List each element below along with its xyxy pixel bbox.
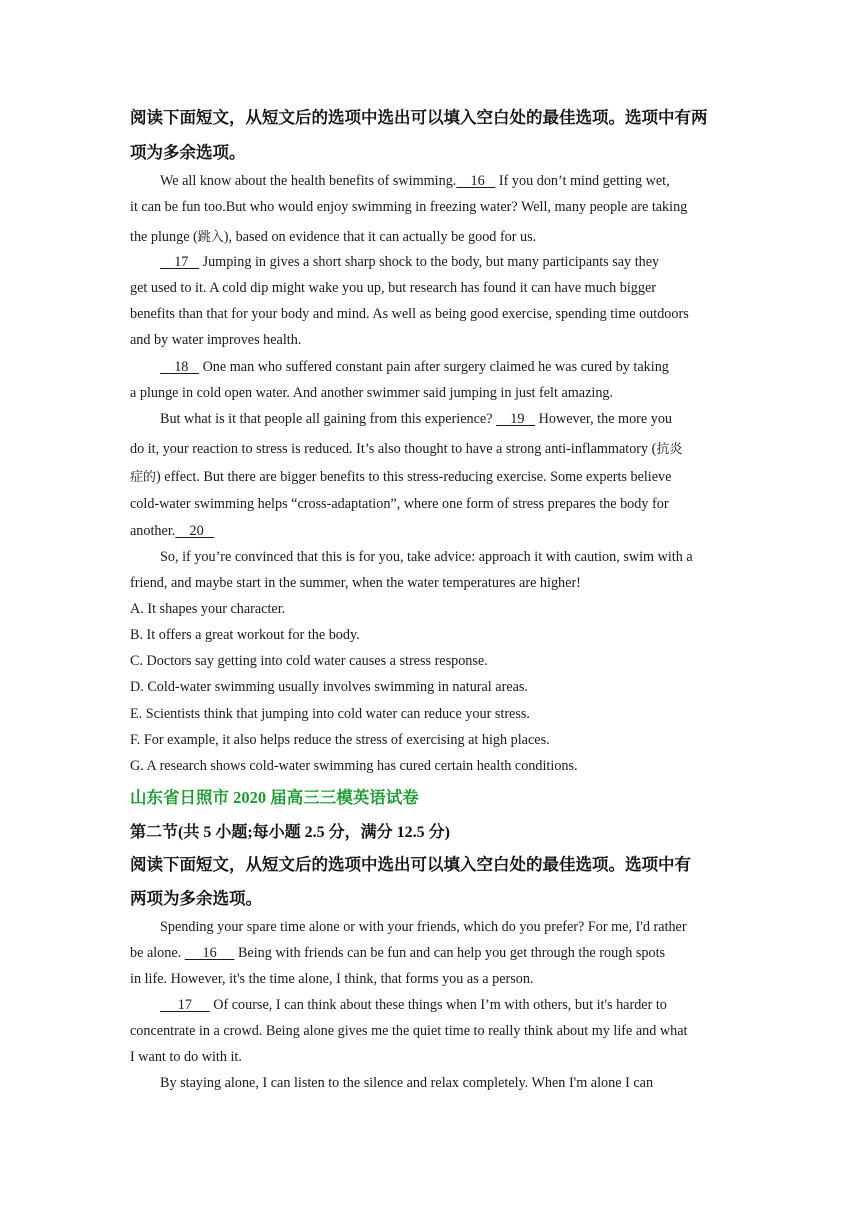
chinese-gloss: 症的 (130, 470, 157, 485)
passage-text: ) effect. But there are bigger benefits to this stress-reducing exercise. Some experts believe (156, 469, 672, 485)
passage-line: concentrate in a crowd. Being alone gives me the quiet time to really think about my life and what (130, 1023, 688, 1039)
chinese-gloss: 抗炎 (656, 442, 683, 457)
passage-line (160, 254, 659, 271)
passage-line: in life. However, it's the time alone, I think, that forms you as a person. (130, 971, 534, 987)
passage-line: Spending your spare time alone or with your friends, which do you prefer? For me, I'd rather (160, 919, 687, 935)
passage-text: the plunge ( (130, 229, 198, 245)
option-c: C. Doctors say getting into cold water causes a stress response. (130, 653, 488, 669)
passage-text: However, the more you (535, 411, 673, 427)
blank-20: 20 (175, 523, 215, 539)
passage-text: Jumping in gives a short sharp shock to the body, but many participants say they (199, 254, 660, 270)
passage-line (160, 411, 672, 428)
passage-text: We all know about the health benefits of swimming. (160, 173, 457, 189)
passage-text: be alone. (130, 945, 185, 961)
source-title: 山东省日照市 2020 届高三三模英语试卷 (130, 788, 419, 807)
blank-16: 16 (456, 173, 496, 189)
option-g: G. A research shows cold-water swimming has cured certain health conditions. (130, 758, 578, 774)
passage-line: it can be fun too.But who would enjoy swimming in freezing water? Well, many people are taking (130, 199, 688, 215)
passage-line (130, 438, 682, 458)
passage-line: cold-water swimming helps “cross-adaptation”, where one form of stress prepares the body for (130, 496, 669, 512)
passage-line: By staying alone, I can listen to the silence and relax completely. When I'm alone I can (160, 1075, 654, 1091)
chinese-gloss: 跳入 (197, 230, 224, 245)
passage-text: ), based on evidence that it can actually be good for us. (223, 229, 537, 245)
option-e: E. Scientists think that jumping into cold water can reduce your stress. (130, 706, 530, 722)
instruction-line-1: 阅读下面短文，从短文后的选项中选出可以填入空白处的最佳选项。选项中有 (130, 855, 691, 874)
passage-line: I want to do with it. (130, 1049, 242, 1065)
blank-17: 17 (160, 997, 210, 1013)
passage-line (160, 173, 670, 190)
passage-line: a plunge in cold open water. And another swimmer said jumping in just felt amazing. (130, 385, 614, 401)
option-b: B. It offers a great workout for the body. (130, 627, 360, 643)
passage-line (130, 466, 671, 486)
blank-16: 16 (184, 945, 235, 961)
passage-text: But what is it that people all gaining from this experience? (160, 411, 497, 427)
passage-line: get used to it. A cold dip might wake you up, but research has found it can have much bigger (130, 280, 656, 296)
passage-text: another. (130, 523, 176, 539)
passage-text: Of course, I can think about these things when I’m with others, but it's harder to (209, 997, 667, 1013)
option-a: A. It shapes your character. (130, 601, 286, 617)
option-f: F. For example, it also helps reduce the stress of exercising at high places. (130, 732, 550, 748)
instruction-line-2: 项为多余选项。 (130, 143, 246, 162)
passage-line: benefits than that for your body and mind. As well as being good exercise, spending time outdoors (130, 306, 689, 322)
passage-line (130, 945, 665, 962)
blank-17: 17 (160, 254, 200, 270)
passage-text: do it, your reaction to stress is reduced. It’s also thought to have a strong anti-inflammatory ( (130, 441, 657, 457)
passage-line (130, 523, 214, 540)
passage-line (160, 359, 669, 376)
passage-text: Being with friends can be fun and can help you get through the rough spots (234, 945, 666, 961)
passage-line: So, if you’re convinced that this is for you, take advice: approach it with caution, swim with a (160, 549, 693, 565)
passage-line (130, 226, 536, 246)
instruction-line-1: 阅读下面短文，从短文后的选项中选出可以填入空白处的最佳选项。选项中有两 (130, 108, 708, 127)
section-heading: 第二节(共 5 小题;每小题 2.5 分，满分 12.5 分) (130, 824, 450, 841)
option-d: D. Cold-water swimming usually involves swimming in natural areas. (130, 679, 528, 695)
passage-text: If you don’t mind getting wet, (495, 173, 670, 189)
passage-line: friend, and maybe start in the summer, when the water temperatures are higher! (130, 575, 581, 591)
blank-19: 19 (496, 411, 536, 427)
blank-18: 18 (160, 359, 200, 375)
instruction-line-2: 两项为多余选项。 (130, 889, 262, 908)
passage-text: One man who suffered constant pain after surgery claimed he was cured by taking (199, 359, 669, 375)
passage-line (160, 997, 667, 1014)
passage-line: and by water improves health. (130, 332, 302, 348)
